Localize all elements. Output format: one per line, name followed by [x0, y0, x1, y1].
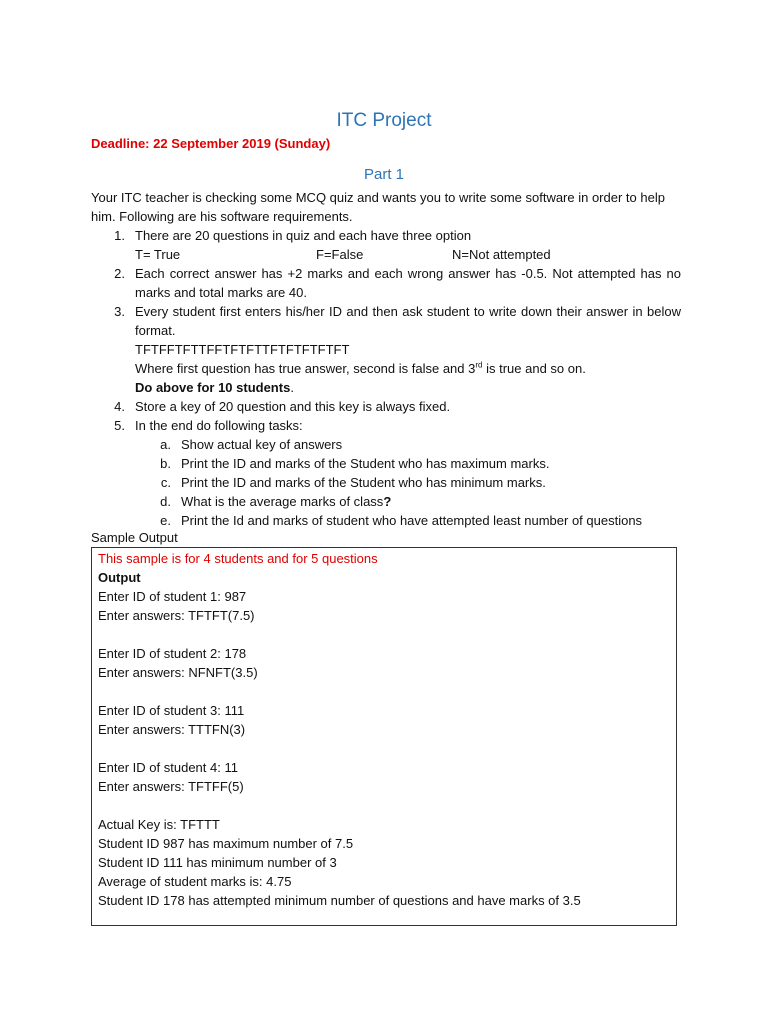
list-text: Store a key of 20 question and this key is always fixed.	[135, 399, 451, 414]
sub-text-wrap: What is the average marks of class?	[181, 494, 392, 509]
sample-output-label: Sample Output	[91, 530, 178, 545]
minimum-line: Student ID 111 has minimum number of 3	[98, 855, 337, 870]
sub-text: Show actual key of answers	[181, 437, 343, 452]
part-heading: Part 1	[363, 166, 405, 183]
document-title: ITC Project	[336, 110, 432, 131]
do-above-text: Do above for 10 students	[135, 380, 291, 395]
list-number: 5.	[114, 418, 125, 433]
list-number: 1.	[114, 228, 125, 243]
list-text: There are 20 questions in quiz and each have three option	[135, 228, 472, 243]
student-answer-line: Enter answers: TTTFN(3)	[98, 722, 246, 737]
sub-number: a.	[160, 437, 171, 452]
list-text: Every student first enters his/her ID and then ask student to write down their answer in below format.	[135, 304, 681, 338]
answer-options	[91, 245, 681, 264]
deadline-text: Deadline: 22 September 2019 (Sunday)	[91, 136, 331, 151]
list-item	[91, 397, 681, 416]
list-number: 3.	[114, 304, 125, 319]
answer-format: TFTFFTFTTFFTFTFTTFTFTFTFTFT	[135, 342, 350, 357]
student-answer-line: Enter answers: TFTFF(5)	[98, 779, 244, 794]
option-true: T= True	[135, 247, 181, 262]
student-answer-line: Enter answers: NFNFT(3.5)	[98, 665, 258, 680]
explanation-text: Where first question has true answer, second is false and 3	[135, 361, 476, 376]
sub-number: c.	[160, 475, 171, 490]
student-id-line: Enter ID of student 2: 178	[98, 646, 247, 661]
actual-key-line: Actual Key is: TFTTT	[98, 817, 220, 832]
option-not-attempted: N=Not attempted	[452, 247, 551, 262]
explanation-text-end: is true and so on.	[482, 361, 586, 376]
sub-text: Print the Id and marks of student who have attempted least number of questions	[181, 513, 643, 528]
list-text: Each correct answer has +2 marks and each wrong answer has -0.5. Not attempted has no marks and total marks are 40.	[135, 266, 681, 300]
sub-list-item	[91, 473, 681, 492]
sub-list-item	[91, 435, 681, 454]
student-answer-line: Enter answers: TFTFT(7.5)	[98, 608, 255, 623]
least-attempted-line: Student ID 178 has attempted minimum number of questions and have marks of 3.5	[98, 893, 581, 908]
list-item	[91, 302, 681, 340]
sub-list-item	[91, 454, 681, 473]
student-id-line: Enter ID of student 4: 11	[98, 760, 238, 775]
sub-list-item	[91, 511, 681, 530]
student-id-line: Enter ID of student 3: 111	[98, 703, 245, 718]
do-above-line: Do above for 10 students.	[135, 380, 294, 395]
list-item	[91, 226, 681, 245]
sub-number: e.	[160, 513, 171, 528]
student-id-line: Enter ID of student 1: 987	[98, 589, 247, 604]
maximum-line: Student ID 987 has maximum number of 7.5	[98, 836, 354, 851]
list-item	[91, 416, 681, 435]
intro-paragraph: Your ITC teacher is checking some MCQ quiz and wants you to write some software in order to help him. Following are his software requirements.	[91, 190, 665, 224]
sample-output-box	[91, 547, 677, 926]
list-number: 2.	[114, 266, 125, 281]
option-false: F=False	[316, 247, 364, 262]
format-explanation	[91, 359, 681, 378]
sub-text: What is the average marks of class	[181, 494, 384, 509]
sub-list-item	[91, 492, 681, 511]
ordinal-suffix: rd	[475, 360, 483, 370]
requirements-list	[91, 226, 681, 530]
list-text: In the end do following tasks:	[135, 418, 303, 433]
sub-text: Print the ID and marks of the Student who has minimum marks.	[181, 475, 546, 490]
average-line: Average of student marks is: 4.75	[98, 874, 292, 889]
list-number: 4.	[114, 399, 125, 414]
sub-text: Print the ID and marks of the Student who has maximum marks.	[181, 456, 550, 471]
sub-number: b.	[160, 456, 171, 471]
list-item	[91, 264, 681, 302]
output-heading: Output	[98, 570, 141, 585]
sub-number: d.	[160, 494, 171, 509]
sample-note: This sample is for 4 students and for 5 questions	[98, 551, 378, 566]
